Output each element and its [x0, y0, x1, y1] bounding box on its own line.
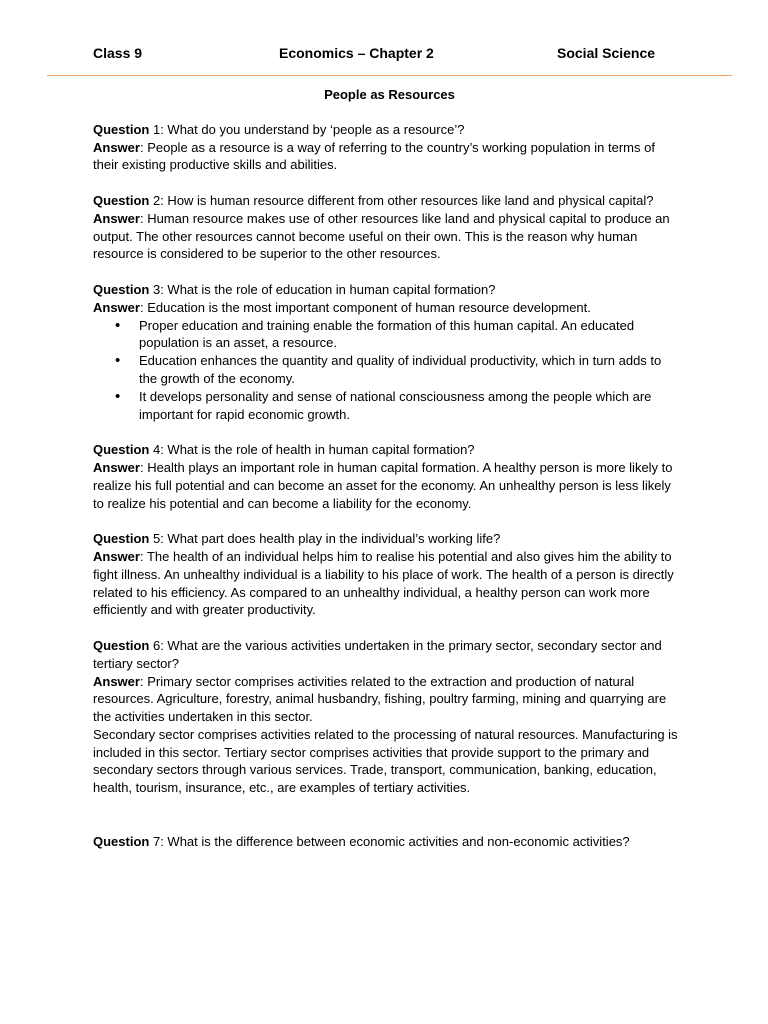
question-text: : What part does health play in the individual’s working life? [160, 531, 501, 547]
question-label: Question [93, 192, 150, 208]
question-text: : What is the role of education in human capital formation? [160, 281, 496, 297]
answer-line [93, 210, 678, 263]
question-text: : What do you understand by ‘people as a resource’? [160, 121, 465, 137]
answer-line [93, 139, 678, 175]
question-text: : What are the various activities undertaken in the primary sector, secondary sector and tertiary sector? [93, 637, 662, 671]
answer-text: : Primary sector comprises activities related to the extraction and production of natural resources. Agriculture, forestry, animal husbandry, fishing, poultry farming, mining and quarrying are the activities undertaken in this sector. [93, 673, 667, 725]
qa-block-1 [93, 121, 678, 174]
answer-text: : Education is the most important component of human resource development. [139, 299, 591, 315]
list-item: • Education enhances the quantity and quality of individual productivity, which in turn adds to the growth of the economy. [139, 352, 678, 388]
question-label: Question [93, 281, 150, 297]
answer-label: Answer [93, 299, 140, 315]
answer-label: Answer [93, 210, 140, 226]
question-line [93, 530, 678, 548]
header-divider [47, 75, 732, 76]
answer-line [93, 548, 678, 619]
question-text: : How is human resource different from other resources like land and physical capital? [160, 192, 654, 208]
question-label: Question [93, 531, 150, 547]
header-class: Class 9 [93, 45, 143, 61]
qa-block-7 [93, 833, 678, 851]
question-line [93, 281, 678, 299]
qa-block-5 [93, 530, 678, 619]
document-body [93, 86, 678, 869]
question-number: 6 [152, 637, 161, 653]
question-text: : What is the difference between economic activities and non-economic activities? [160, 834, 630, 850]
qa-block-2 [93, 192, 678, 263]
answer-label: Answer [93, 548, 140, 564]
document-title: People as Resources [324, 87, 455, 102]
question-line [93, 121, 678, 139]
question-line [93, 441, 678, 459]
answer-text: : Human resource makes use of other resources like land and physical capital to produce an output. The other resources cannot become useful on their own. This is the reason why human resource is considered to be superior to the other resources. [93, 210, 670, 262]
page-header [0, 40, 768, 66]
answer-label: Answer [93, 673, 140, 689]
question-label: Question [93, 637, 150, 653]
answer-bullet-list [93, 317, 678, 424]
header-subject: Social Science [557, 45, 656, 61]
answer-text: : People as a resource is a way of referring to the country’s working population in terms of their existing productive skills and abilities. [93, 139, 655, 173]
qa-block-4 [93, 441, 678, 512]
question-line [93, 192, 678, 210]
question-label: Question [93, 442, 150, 458]
answer-line [93, 459, 678, 512]
question-number: 5 [152, 531, 161, 547]
answer-line [93, 299, 678, 317]
answer-text: : Health plays an important role in human capital formation. A healthy person is more likely to realize his full potential and can become an asset for the economy. An unhealthy person is less likely to realize his potential and can become a liability for the economy. [93, 459, 673, 511]
answer-label: Answer [93, 139, 140, 155]
question-label: Question [93, 834, 150, 850]
list-item: • Proper education and training enable the formation of this human capital. An educated population is an asset, a resource. [139, 317, 678, 353]
question-label: Question [93, 121, 150, 137]
question-line [93, 833, 678, 851]
qa-block-6 [93, 637, 678, 797]
answer-continuation: Secondary sector comprises activities related to the processing of natural resources. Manufacturing is included in this sector. Tertiary sector comprises activities that provide support to the primary and secondary sectors through various services. Trade, transport, communication, banking, education, health, tourism, insurance, etc., are examples of tertiary activities. [93, 726, 678, 796]
list-item: • It develops personality and sense of national consciousness among the people which are important for rapid economic growth. [139, 388, 678, 424]
answer-label: Answer [93, 459, 140, 475]
question-number: 7 [152, 834, 161, 850]
question-line [93, 637, 678, 673]
question-number: 2 [152, 192, 161, 208]
answer-text: : The health of an individual helps him to realise his potential and also gives him the ability to fight illness. An unhealthy individual is a liability to his place of work. The health of a person is directly related to his efficiency. As compared to an unhealthy individual, a healthy person can work more efficiently and with greater productivity. [93, 548, 674, 618]
question-number: 1 [152, 121, 161, 137]
question-text: : What is the role of health in human capital formation? [160, 442, 475, 458]
question-number: 3 [152, 281, 161, 297]
qa-block-3 [93, 281, 678, 423]
question-number: 4 [152, 442, 161, 458]
answer-line [93, 673, 678, 726]
header-chapter: Economics – Chapter 2 [279, 45, 434, 61]
